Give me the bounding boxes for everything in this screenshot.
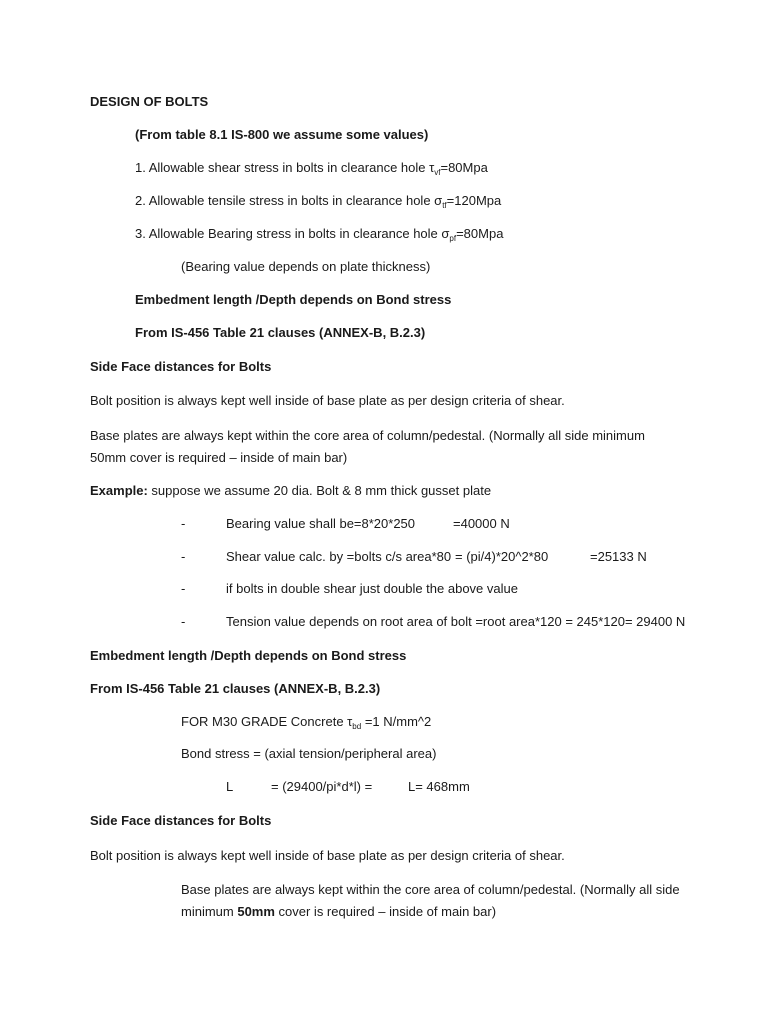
clauses-reference-1: From IS-456 Table 21 clauses (ANNEX-B, B.2.3) xyxy=(135,325,426,340)
allowable-shear-stress: 1. Allowable shear stress in bolts in clearance hole $\tau_{vf}=80Mpa$ xyxy=(135,160,488,177)
heading: DESIGN OF BOLTS xyxy=(90,94,209,109)
from-table-note: (From table 8.1 IS-800 we assume some values) xyxy=(135,127,429,142)
example-line xyxy=(90,480,491,502)
base-plates-text-1: Base plates are always kept within the core area of column/pedestal. (Normally all side minimum 50mm cover is required – inside of main bar) xyxy=(90,428,645,465)
bullet-dash: - xyxy=(181,549,186,564)
equation-result: L= 468mm xyxy=(408,779,470,794)
bullet-dash: - xyxy=(181,581,186,596)
bullet-result: =40000 N xyxy=(453,516,510,531)
bolt-position-text-1: Bolt position is always kept well inside of base plate as per design criteria of shear. xyxy=(90,393,565,408)
bullet-result: =25133 N xyxy=(590,549,647,564)
side-face-heading-2: Side Face distances for Bolts xyxy=(90,813,272,828)
bolt-position-text-2: Bolt position is always kept well inside of base plate as per design criteria of shear. xyxy=(90,848,565,863)
base-plates-text-2: Base plates are always kept within the core area of column/pedestal. (Normally all side minimum 50mm cover is required – inside of main bar) xyxy=(181,882,680,919)
bullet-dash: - xyxy=(181,516,186,531)
bullet-mid: = (pi/4)*20^2*80 xyxy=(455,549,549,564)
bond-stress-formula: Bond stress = (axial tension/peripheral area) xyxy=(181,746,437,761)
embedment-heading-1: Embedment length /Depth depends on Bond stress xyxy=(135,292,452,307)
bullet-text: Bearing value shall be=8*20*250 xyxy=(226,516,416,531)
bullet-dash: - xyxy=(181,614,186,629)
m30-bond-stress: FOR M30 GRADE Concrete $\tau_{bd} =1$ N/mm^2 xyxy=(181,714,432,731)
embedment-heading-2: Embedment length /Depth depends on Bond stress xyxy=(90,648,407,663)
equation-expression: = (29400/pi*d*l) = xyxy=(271,779,373,794)
bullet-text: Shear value calc. by =bolts c/s area*80 xyxy=(226,549,452,564)
example-label: Example: xyxy=(90,483,148,498)
bearing-note: (Bearing value depends on plate thickness) xyxy=(181,259,431,274)
allowable-tensile-stress: 2. Allowable tensile stress in bolts in clearance hole $\sigma_{tf}=120Mpa$ xyxy=(135,193,502,210)
equation-lhs: L xyxy=(226,779,234,794)
example-text: suppose we assume 20 dia. Bolt & 8 mm thick gusset plate xyxy=(147,483,492,498)
bullet-text: Tension value depends on root area of bolt =root area*120 = 245*120= 29400 N xyxy=(226,614,686,629)
clauses-reference-2: From IS-456 Table 21 clauses (ANNEX-B, B.2.3) xyxy=(90,681,381,696)
allowable-bearing-stress: 3. Allowable Bearing stress in bolts in clearance hole $\sigma_{pf}=80Mpa$ xyxy=(135,226,504,243)
bullet-text: if bolts in double shear just double the above value xyxy=(226,581,518,596)
side-face-heading-1: Side Face distances for Bolts xyxy=(90,359,272,374)
